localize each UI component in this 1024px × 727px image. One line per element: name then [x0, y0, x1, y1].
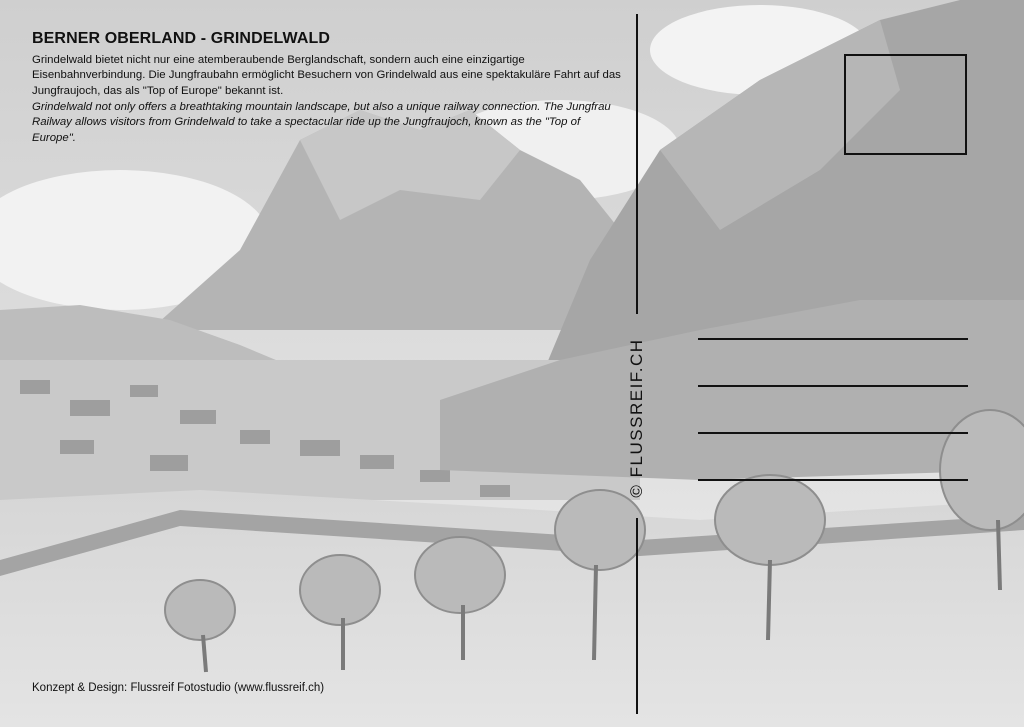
description-english: Grindelwald not only offers a breathtaking mountain landscape, but also a unique railway connection. The Jungfrau Railway allows visitors from Grindelwald to take a spectacular ride up the Jungfraujoch, known as the "Top of Europe".	[32, 101, 611, 144]
address-line	[698, 479, 968, 481]
credit-text: Konzept & Design: Flussreif Fotostudio (www.flussreif.ch)	[32, 682, 325, 694]
address-line	[698, 385, 968, 387]
address-line	[698, 338, 968, 340]
description-german: Grindelwald bietet nicht nur eine atemberaubende Berglandschaft, sondern auch eine einzigartige Eisenbahnverbindung. Die Jungfraubahn ermöglicht Besuchern von Grindelwald aus eine spektakuläre Fahrt auf das Jungfraujoch, das als "Top of Europe" bekannt ist.	[32, 54, 621, 97]
address-line	[698, 432, 968, 434]
center-divider-top	[636, 14, 638, 314]
stamp-box	[844, 54, 967, 155]
copyright-vertical-text: © FLUSSREIF.CH	[627, 338, 646, 498]
postcard-title: BERNER OBERLAND - GRINDELWALD	[32, 30, 331, 47]
center-divider-bottom	[636, 518, 638, 714]
